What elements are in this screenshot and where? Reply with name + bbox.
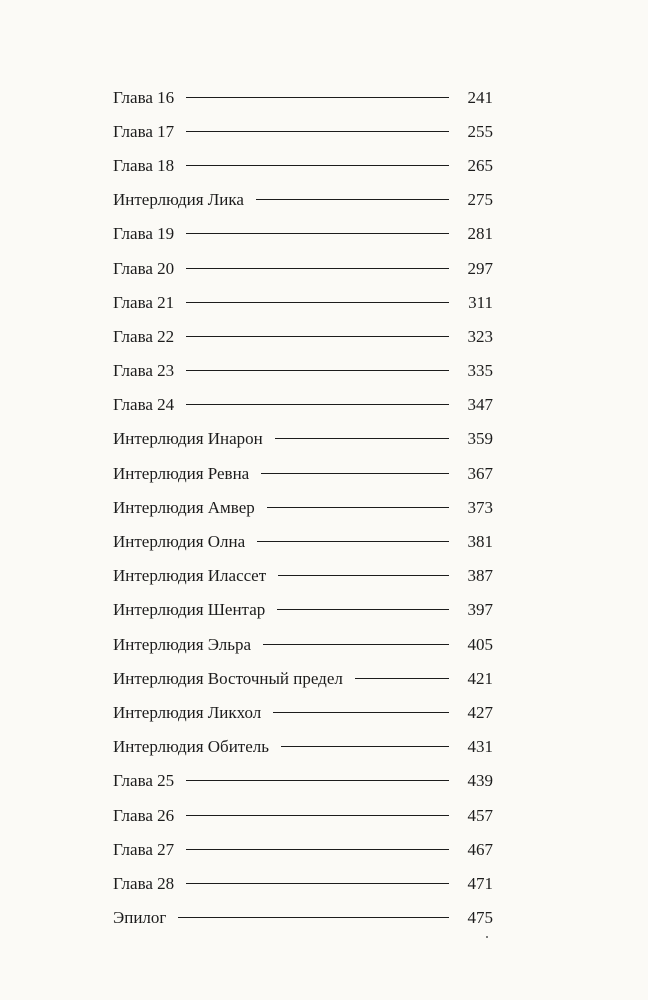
toc-leader-line (186, 97, 449, 98)
toc-entry-title: Интерлюдия Обитель (113, 737, 269, 757)
toc-entry[interactable] (113, 319, 493, 353)
toc-entry-title: Интерлюдия Лика (113, 190, 244, 210)
toc-entry-page: 381 (467, 532, 493, 552)
toc-leader-line (186, 302, 449, 303)
toc-entry[interactable] (113, 661, 493, 695)
toc-entry[interactable] (113, 798, 493, 832)
toc-entry-page: 427 (467, 702, 493, 722)
toc-entry-page: 265 (467, 155, 493, 175)
toc-leader-line (275, 438, 449, 439)
toc-entry[interactable] (113, 80, 493, 114)
toc-entry-page: 281 (467, 224, 493, 244)
toc-entry-page: 367 (467, 463, 493, 483)
toc-leader-line (186, 780, 449, 781)
toc-entry-title: Интерлюдия Амвер (113, 497, 255, 517)
toc-leader-line (186, 815, 449, 816)
toc-entry-page: 359 (467, 429, 493, 449)
toc-entry-page: 241 (467, 87, 493, 107)
toc-entry[interactable] (113, 764, 493, 798)
toc-entry-page: 311 (468, 292, 493, 312)
toc-entry-page: 397 (467, 600, 493, 620)
toc-leader-line (256, 199, 449, 200)
toc-entry[interactable] (113, 183, 493, 217)
toc-leader-line (273, 712, 449, 713)
toc-entry[interactable] (113, 730, 493, 764)
toc-entry-title: Глава 27 (113, 839, 175, 859)
toc-entry-title: Глава 20 (113, 258, 175, 278)
toc-entry-page: 467 (467, 839, 493, 859)
toc-leader-line (263, 644, 449, 645)
toc-entry-title: Эпилог (113, 908, 167, 928)
toc-entry-title: Интерлюдия Ликхол (113, 702, 262, 722)
toc-leader-line (186, 336, 449, 337)
toc-entry-title: Интерлюдия Иласcет (113, 566, 267, 586)
page-speck (486, 936, 488, 938)
toc-entry[interactable] (113, 114, 493, 148)
toc-entry-page: 347 (467, 395, 493, 415)
toc-entry-page: 475 (467, 908, 493, 928)
toc-entry[interactable] (113, 388, 493, 422)
toc-leader-line (257, 541, 449, 542)
toc-entry[interactable] (113, 524, 493, 558)
toc-entry-title: Интерлюдия Олна (113, 532, 246, 552)
toc-leader-line (186, 131, 449, 132)
toc-entry-page: 373 (467, 497, 493, 517)
toc-entry-page: 457 (467, 805, 493, 825)
toc-leader-line (186, 883, 449, 884)
toc-entry-page: 439 (467, 771, 493, 791)
toc-entry-title: Глава 26 (113, 805, 175, 825)
toc-leader-line (186, 165, 449, 166)
toc-entry-title: Глава 19 (113, 224, 175, 244)
toc-entry[interactable] (113, 627, 493, 661)
toc-entry-title: Интерлюдия Восточный предел (113, 668, 343, 688)
toc-entry[interactable] (113, 422, 493, 456)
toc-entry[interactable] (113, 866, 493, 900)
toc-entry[interactable] (113, 217, 493, 251)
toc-entry[interactable] (113, 901, 493, 935)
toc-entry-page: 323 (467, 326, 493, 346)
toc-leader-line (355, 678, 449, 679)
toc-leader-line (278, 575, 449, 576)
table-of-contents (113, 80, 493, 935)
toc-entry[interactable] (113, 354, 493, 388)
toc-entry-title: Интерлюдия Инарон (113, 429, 263, 449)
toc-entry[interactable] (113, 832, 493, 866)
toc-entry-page: 421 (467, 668, 493, 688)
toc-leader-line (186, 268, 449, 269)
toc-entry-page: 405 (467, 634, 493, 654)
toc-leader-line (267, 507, 449, 508)
toc-entry[interactable] (113, 559, 493, 593)
toc-entry-page: 255 (467, 121, 493, 141)
toc-entry-title: Интерлюдия Эльра (113, 634, 252, 654)
toc-entry[interactable] (113, 251, 493, 285)
toc-entry-page: 387 (467, 566, 493, 586)
toc-entry-title: Глава 16 (113, 87, 175, 107)
toc-entry-page: 335 (467, 361, 493, 381)
toc-leader-line (186, 233, 449, 234)
toc-entry-title: Глава 23 (113, 361, 175, 381)
toc-entry-page: 431 (467, 737, 493, 757)
toc-entry[interactable] (113, 490, 493, 524)
toc-leader-line (178, 917, 449, 918)
toc-entry-title: Глава 25 (113, 771, 175, 791)
toc-entry[interactable] (113, 593, 493, 627)
toc-entry-title: Интерлюдия Ревна (113, 463, 250, 483)
toc-entry-page: 275 (467, 190, 493, 210)
toc-entry[interactable] (113, 456, 493, 490)
toc-entry-page: 471 (467, 873, 493, 893)
toc-entry-title: Глава 24 (113, 395, 175, 415)
toc-leader-line (186, 849, 449, 850)
toc-entry-title: Глава 17 (113, 121, 175, 141)
toc-leader-line (186, 370, 449, 371)
toc-leader-line (277, 609, 449, 610)
toc-entry-title: Глава 21 (113, 292, 175, 312)
toc-leader-line (186, 404, 449, 405)
toc-entry-title: Глава 28 (113, 873, 175, 893)
toc-entry[interactable] (113, 695, 493, 729)
toc-entry-title: Глава 22 (113, 326, 175, 346)
toc-entry-title: Глава 18 (113, 155, 175, 175)
toc-entry[interactable] (113, 148, 493, 182)
toc-leader-line (261, 473, 449, 474)
toc-entry-page: 297 (467, 258, 493, 278)
toc-entry-title: Интерлюдия Шентар (113, 600, 266, 620)
toc-entry[interactable] (113, 285, 493, 319)
toc-leader-line (281, 746, 449, 747)
